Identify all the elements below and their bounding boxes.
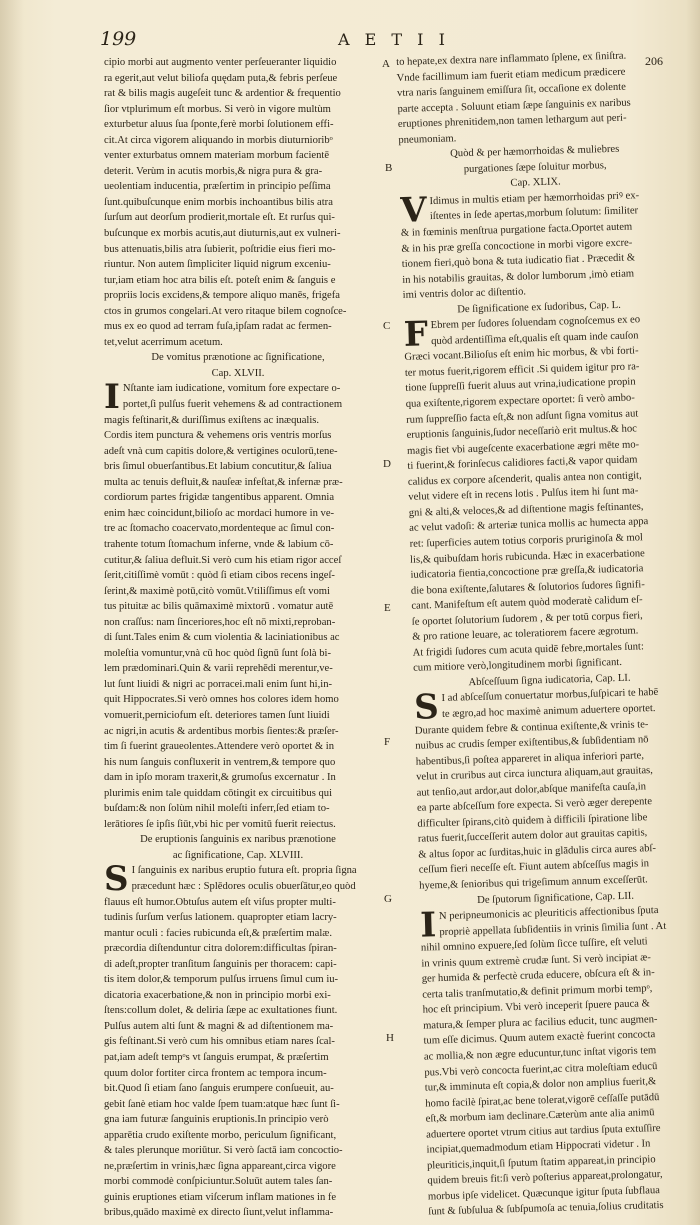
right-column: [396, 47, 700, 1220]
left-paragraph-2-line: tim ſi fuerint graueolentes.Attendere verò oportet & in: [104, 741, 335, 753]
left-paragraph-3-line: præcedunt hæc : Splēdores oculis obuerſātur,eo quòd: [131, 880, 356, 892]
right-paragraph-3-line: cant. Manifeſtum eſt autem quòd moderatè calidum eſ-: [411, 594, 643, 612]
chapter-heading-abscessuum: Abſceſſuum ſigna iudicatoria, Cap. LI.: [468, 672, 631, 689]
left-paragraph-1-line: buſcunque ex morbis acutis,aut diuturnis,aut ex vulneri-: [104, 228, 341, 240]
chapter-number-47: Cap. XLVII.: [211, 367, 265, 379]
right-paragraph-1-line: parte accepta . Soluunt etiam ſæpe ſanguinis ex naribus: [397, 97, 631, 115]
right-paragraph-3-line: iudicatoria fientia,concoctione præ greſſa,& iudicatoria: [410, 563, 644, 581]
right-paragraph-1: [396, 47, 670, 148]
left-paragraph-2-line: di ſunt.Tales enim & cum violentia & laciniationibus ac: [104, 632, 340, 644]
right-paragraph-1-line: pneumoniam.: [398, 133, 457, 146]
right-paragraph-5-line: propriè appellata ſubſidentiis in vrinis ſimilia ſunt . At: [439, 920, 667, 938]
left-paragraph-1-line: ſurſum aut deorſum prodierit,mortale eſt. Et rurſus qui-: [104, 212, 335, 224]
left-paragraph-3-line: tudinis ſurſum verſus lationem. quapropter etiam lacry-: [104, 912, 337, 924]
right-paragraph-3-line: ſe oportet ſolutorium ſudorem , & per totū corpus fieri,: [411, 610, 643, 628]
left-paragraph-1-line: cit.At circa vigorem aliquando in morbis diuturnioribᵒ: [104, 134, 333, 146]
left-paragraph-3-line: & tales plerunque moriūtur. Si verò ſactā iam concoctio-: [104, 1145, 343, 1157]
left-paragraph-3-line: apparētia crudo exiſtente morbo, periculum ſignificant,: [104, 1129, 337, 1141]
page-shadow-left: [0, 0, 24, 1225]
right-paragraph-3-line: ac velut vadoſi: & arteriæ tunica mollis ac humecta appa: [409, 516, 649, 535]
left-paragraph-2-line: lerātiores ſe ipſis ſiūt,vbi hic per vomitū fuerit reiectus.: [104, 818, 336, 830]
right-paragraph-4-line: hyeme,& ſenioribus qui trigeſimum annum exceſſerūt.: [419, 874, 648, 892]
right-paragraph-3-line: velut videre eſt in recens lotis . Pulſus item hi ſunt ma-: [408, 485, 639, 504]
right-paragraph-4-line: difficulter ſpirans,citò quidem à difficili ſpiratione libe: [417, 812, 648, 830]
left-paragraph-1-line: ra egerit,aut velut biliofa quędam puta,& febris perſeue: [104, 72, 338, 84]
left-paragraph-2-line: vomuerit,perniciofum eſt. deteriores tamen ſunt liuidi: [104, 709, 330, 721]
right-paragraph-4-line: ratus fuerit,ſucceſſerit autem dolor aut grauitas capitis,: [417, 827, 648, 846]
left-paragraph-2-line: cordiorum partes frigidæ tangentibus apparent. Omnia: [104, 492, 335, 504]
margin-letter-f: F: [384, 736, 391, 748]
left-paragraph-3-line: I ſanguinis ex naribus eruptio futura eſt. propria ſigna: [131, 865, 357, 877]
left-paragraph-2-line: magis feſtinarit,& duriſſimus exiſtens ac inæqualis.: [104, 414, 320, 426]
left-paragraph-1-line: ſunt.quibuſcunque enim morbis inchoantibus bilis atra: [104, 196, 333, 208]
left-paragraph-1: [104, 55, 372, 350]
left-paragraph-3-line: bit.Quod ſi etiam ſano ſanguis erumpere conſueuit, au-: [104, 1083, 334, 1095]
right-paragraph-1-line: eruptiones phrenitidem,non tamen lethargum aut peri-: [397, 112, 627, 131]
left-paragraph-2-line: enim hæc coincidunt,bilioſo ac mordaci humore in ve-: [104, 507, 335, 519]
right-paragraph-5-line: tur,& imminuta eſt copia,& dolor non amplius fuerit,&: [424, 1076, 657, 1094]
right-paragraph-4-line: ceſſum fieri neceſſe eſt. Fiunt autem abſceſſus magis in: [418, 858, 650, 877]
left-paragraph-3-line: ne,præſertim in vrinis,hæc ſigna appareant,circa vigore: [104, 1160, 336, 1172]
left-paragraph-1-line: ctos in grumos congelari.At vero ritaque bilem cognoſce-: [104, 305, 347, 317]
left-paragraph-2-line: bris ſimul obuerſantibus.Et labium concutitur,& ſaliua: [104, 461, 332, 473]
right-paragraph-3-line: tione ſuppreſſi fuerit aluus aut vrina,iudicatione propin: [405, 376, 636, 395]
left-paragraph-1-line: cipio morbi aut augmento venter perſeueranter liquidio: [104, 57, 337, 68]
left-paragraph-3-line: dicatoria exacerbatione,& non in principio morbi exi-: [104, 989, 331, 1001]
right-paragraph-5-line: aduertere oportet vtrum citius aut tardius ſputa extuſſire: [426, 1122, 661, 1141]
right-paragraph-3-line: gni & alti,& veloces,& ad diſtentione magis feſtinantes,: [408, 501, 644, 519]
right-paragraph-3-line: Græci vocant.Bilioſus eſt enim hic morbus, & vbi forti-: [404, 345, 639, 364]
left-paragraph-2-line: tus pituitæ ac bilis quāmaximè mixtorū . vomatur autē: [104, 601, 334, 613]
left-paragraph-1-line: mus ex eo quod ad terram fuſa,ipſam radat ac fermen-: [104, 321, 332, 333]
left-paragraph-1-line: tur,iam etiam hoc atra bilis eſt. poteſt enim & ſanguis e: [104, 274, 336, 286]
left-paragraph-3-line: quum dolor fortiter circa frontem ac tempora incum-: [104, 1067, 327, 1079]
drop-capital-i2: I: [419, 905, 437, 946]
left-paragraph-3-line: gna iam futuræ ſanguinis eruptionis.In principio verò: [104, 1114, 329, 1126]
left-paragraph-2-line: lem prædominari.Quin & varii reprehēdi merentur,ve-: [104, 663, 333, 675]
right-paragraph-3-line: At frigidi ſudores cum acuta quidē febre,mortales ſunt:: [412, 641, 645, 659]
chapter-heading-purgationes: purgationes ſæpe ſoluitur morbus,: [463, 159, 607, 175]
right-paragraph-5-line: ac mollia,& non ægre educuntur,tunc inſtat vigoris tem: [423, 1045, 657, 1063]
right-paragraph-2-line: tionem fieri,quò bona & tuta iudicatio fiat . Præcedit &: [401, 252, 636, 271]
right-paragraph-3-line: cum mitiore verò,longitudinem morbi ſignificant.: [412, 657, 623, 675]
right-paragraph-3: [403, 312, 685, 677]
left-paragraph-2-line: cutitur,& ſaliua defluit.Si verò cum his etiam rigor acceſ: [104, 554, 342, 566]
left-paragraph-1-line: bus attenuatis,bilis atra ſubierit, poſtridie eius fieri mo-: [104, 243, 336, 255]
chapter-heading-sudoribus: De ſignificatione ex ſudoribus, Cap. L.: [457, 299, 622, 316]
left-paragraph-2-line: trahente totum ſtomachum inferne, vnde & labium cō-: [104, 538, 334, 550]
left-column: [104, 55, 372, 1221]
right-paragraph-4-line: & altus ſopor ac ſurditas,huic in glādulis circa aures abſ-: [418, 842, 657, 861]
left-paragraph-2-line: plurimis enim tale quiddam cōtingit ex circuitibus qui: [104, 787, 333, 799]
right-paragraph-2-line: & in his præ greſſa concoctione in morbi vigore excre-: [401, 237, 633, 255]
left-paragraph-2-line: non craſſus: nam ſinceriores,hoc eſt nō mixti,reproban-: [104, 616, 336, 628]
left-paragraph-2-line: tre ac ſtomacho coacervato,mordenteque ac ſimul con-: [104, 523, 335, 535]
left-paragraph-3: [104, 859, 372, 1221]
right-paragraph-3-line: lis,& quibuſdam horis rubicunda. Hæc in exacerbatione: [409, 547, 645, 566]
left-paragraph-1-line: propriis locis excidens,& tempore aliquo manēs, frigefa: [104, 290, 340, 302]
left-paragraph-1-line: venter exturbatus omnem materiam morbum facientē: [104, 150, 330, 162]
right-paragraph-5-line: eſt,& morbum iam declinare.Cæterùm ante alia animū: [425, 1107, 655, 1125]
right-paragraph-5-line: quidem breuis fit:ſi verò poſterius appareat,prolongatur,: [427, 1169, 663, 1187]
right-paragraph-2-line: Idimus in multis etiam per hæmorrhoidas priꝰ ex-: [429, 190, 640, 208]
left-paragraph-2-line: dam in ipſo moram traxerit,& grumoſus excernatur . In: [104, 772, 336, 784]
left-paragraph-2-line: lut ſunt liuidi & nigri ac porracei.mali enim ſunt hi,in-: [104, 678, 333, 690]
right-paragraph-4-line: nuibus ac crudis ſemper exiſtentibus,& ſubſidentiam nō: [415, 734, 649, 752]
left-paragraph-3-line: ſtens:collum dolet, & deliria ſæpe ac exultationes fiunt.: [104, 1005, 338, 1017]
chapter-number-49: Cap. XLIX.: [510, 176, 561, 190]
left-paragraph-3-line: Pulſus autem alti ſunt & magni & ad diſtentionem ma-: [104, 1020, 334, 1032]
right-paragraph-5-line: morbus ipſe videlicet. Quæcunque igitur ſputa ſubflaua: [427, 1184, 661, 1203]
left-paragraph-3-line: mantur oculi : facies rubicunda eſt,& præſertim malæ.: [104, 927, 332, 939]
right-paragraph-5-line: matura,& ſemper plura ac facilius educit, tunc augmen-: [422, 1013, 658, 1032]
left-paragraph-3-line: bribus,quādo maximè ex directo ſiunt,velut inflamma-: [104, 1207, 334, 1219]
margin-letter-h: H: [386, 1032, 394, 1044]
right-paragraph-5-line: tum eſſe dicimus. Quum autem exactè fuerint concocta: [423, 1029, 656, 1048]
right-paragraph-3-line: eruptionis ſanguinis,ſudor neceſſariò erit multus.& hoc: [406, 423, 638, 441]
right-paragraph-5-line: in vrinis quum extremè crudæ ſunt. Si verò incipiat æ-: [421, 951, 651, 970]
left-paragraph-1-line: deterit. Verùm in acutis morbis,& nigra pura & gra-: [104, 165, 323, 177]
left-paragraph-3-line: præcordia diſtenduntur citra dolorem:difficultas ſpiran-: [104, 943, 337, 955]
right-paragraph-5-line: nihil omnino expuere,ſed ſolùm ſicce tuſſire, eſt veluti: [420, 936, 648, 954]
right-paragraph-4-line: velut in cruribus aut circa iunctura aliquam,aut grauitas,: [416, 765, 654, 783]
right-paragraph-4-line: ea parte abſceſſum fore expecta. Si verò æger derepente: [416, 796, 653, 814]
right-paragraph-5-line: hoc eſt principium. Vbi verò inceperit ſpuere pauca &: [422, 998, 650, 1016]
left-paragraph-3-line: gebit ſanè etiam hoc valde ſpem tuam:atque hæc ſunt ſi-: [104, 1098, 340, 1110]
right-paragraph-4-line: aut tenſio,aut ardor,aut dolor,abſque manifeſta cauſa,in: [416, 781, 647, 799]
margin-letter-g: G: [384, 893, 392, 905]
margin-letter-a: A: [382, 58, 390, 70]
right-paragraph-3-line: ret: ſuperficies autem totius corporis pruriginoſa & mol: [409, 532, 644, 550]
left-paragraph-2-line: multa ac tenuis defluit,& nauſeæ infeſtat,& infernæ præ-: [104, 476, 343, 488]
left-paragraph-1-line: exturbetur aluus ſua ſponte,ferè morbi ſolutionem effi-: [104, 119, 334, 131]
left-paragraph-2-line: adeſt vnà cum capitis dolore,& vertigines oculorū,tene-: [104, 445, 338, 457]
right-paragraph-4-line: Durante quidem febre & continua exiſtente,& vrinis te-: [414, 718, 649, 737]
right-paragraph-5-line: homo facilè ſpirat,ac bene tolerat,vigorē ceſſaſſe putādū: [425, 1091, 660, 1110]
left-paragraph-3-line: guinis eruptiones etiam viſcerum inflam mationes in fe: [104, 1191, 337, 1203]
chapter-heading-haemorrhoidas: Quòd & per hæmorrhoidas & muliebres: [450, 144, 620, 160]
left-paragraph-1-line: tet,velut acerrimum acetum.: [104, 336, 223, 348]
right-paragraph-2-line: iſtentes in ſede apertas,morbum ſolutum: ſimiliter: [429, 205, 639, 223]
left-paragraph-1-line: ueolentiam inducentia, præſertim in principio peſſima: [104, 181, 331, 193]
margin-letter-b: B: [385, 162, 393, 174]
left-paragraph-3-line: tis item dolor,& temporum pulſus irruens ſimul cum iu-: [104, 974, 339, 986]
left-paragraph-2-line: Cordis item punctura & vehemens oris ventris morſus: [104, 430, 332, 442]
left-paragraph-3-line: flauus eſt humor.Obtuſus autem eſt viſus propter multi-: [104, 896, 336, 908]
chapter-heading-vomitus: De vomitus prænotione ac ſignificatione,: [151, 352, 325, 364]
right-paragraph-5-line: certa talis tranſmutatio,& definit primum morbi tempᵒ,: [422, 983, 653, 1001]
right-paragraph-5-line: ger humida & perfectè cruda educere, obſcura eſt & in-: [421, 967, 655, 985]
right-paragraph-1-line: to hepate,ex dextra nare inflammato ſplene, ex ſiniſtra.: [396, 50, 627, 68]
right-paragraph-3-line: qua exiſtente,rigorem expectare oportet: ſi verò ambo-: [405, 392, 635, 410]
right-paragraph-5-line: pus.Vbi verò concocta fuerint,ac citra moleſtiam educū: [424, 1060, 658, 1079]
left-paragraph-2-line: buſdam:& non ſolùm nihil moleſti inferr,ſed etiam to-: [104, 803, 330, 815]
left-paragraph-2-line: quit Hippocrates.Si verò omnes hos colores idem homo: [104, 694, 339, 706]
left-paragraph-1-line: riuntur. Non autem ſimpliciter liquid nigrum exceniu-: [104, 259, 331, 271]
chapter-heading-sputorum: De ſputorum ſignificatione, Cap. LII.: [477, 890, 635, 906]
right-paragraph-2-line: in his notabilis grauitas, & dolor lumborum ,imò etiam: [402, 268, 635, 286]
chapter-heading-sanguinis: De eruptionis ſanguinis ex naribus prænotione: [140, 834, 336, 846]
running-head: A E T I I: [338, 30, 450, 49]
page-number: 199: [100, 28, 137, 50]
left-paragraph-3-line: di adeſt,propter tranſitum ſanguinis per thoracem: capi-: [104, 958, 337, 970]
right-paragraph-4: [414, 685, 692, 895]
margin-letter-d: D: [383, 458, 391, 470]
drop-capital-f: F: [403, 314, 429, 356]
left-paragraph-2: [104, 377, 372, 832]
right-paragraph-4-line: te ægro,ad hoc maximè animum aduertere oportet.: [441, 702, 656, 720]
right-paragraph-5: [420, 902, 700, 1220]
left-paragraph-2-line: Nſtante iam iudicatione, vomitum fore expectare o-: [122, 383, 341, 395]
right-paragraph-3-line: calidus ex corpore aſcenderit, qualis antea non contigit,: [407, 470, 642, 488]
right-paragraph-4-line: habentibus,ſi poſtea appareret in aliqua inferiori parte,: [415, 749, 645, 768]
right-paragraph-3-line: Ebrem per ſudores ſoluendam cognoſcemus ex eo: [430, 314, 641, 332]
left-paragraph-2-line: ac nigri,in acutis & ardentibus morbis ſientes:& præſer-: [104, 725, 339, 737]
margin-letter-c: C: [383, 320, 391, 332]
left-paragraph-2-line: his num ſanguis confluxerit in ventrem,& tempore quo: [104, 756, 336, 768]
right-paragraph-3-line: quòd ardentiſſima eſt,qualis eſt quam inde cauſon: [430, 330, 639, 347]
drop-capital-i: I: [104, 377, 120, 418]
right-paragraph-2: [400, 187, 675, 303]
right-paragraph-3-line: ter motus fuerit,rigorem efficit .Si quidem igitur pro ra-: [404, 361, 640, 379]
drop-capital-s: S: [104, 859, 129, 900]
right-paragraph-3-line: & pro ratione leuare, ac toleratiorem facere ægrotum.: [412, 625, 639, 644]
right-paragraph-2-line: & in fœminis menſtrua purgatione facta.Oportet autem: [400, 221, 633, 239]
right-paragraph-3-line: die bona exiſtente,ſalutares & ſolutorios ſudores ſignifi-: [410, 578, 645, 597]
right-paragraph-1-line: Vnde facillimum iam fuerit etiam medicum prædicere: [396, 66, 626, 84]
left-paragraph-2-line: ſerint,& maximè potū,citò vomūt.Vtiliſſimus eſt vomi: [104, 585, 330, 597]
left-paragraph-1-line: rat & bilis magis augeſeit tunc & ardentior & frequentio: [104, 88, 341, 100]
right-paragraph-3-line: magis fiet vbi augeſcente exacerbatione ægri mēte mo-: [406, 439, 640, 457]
left-paragraph-2-line: portet,ſi pulſus fuerit vehemens & ad contractionem: [122, 399, 343, 411]
left-paragraph-2-line: moleſtia vomuntur,vnà cū hoc quòd ſignū ſunt ſolà bi-: [104, 647, 332, 659]
left-paragraph-2-line: ſerit,citiſſimè vomūt : quòd ſi etiam cibos recens ingeſ-: [104, 570, 335, 582]
drop-capital-s2: S: [413, 687, 440, 729]
right-paragraph-5-line: N peripneumonicis ac pleuriticis affectionibus ſputa: [438, 905, 659, 923]
right-paragraph-3-line: ti fuerint,& forinſecus calidiores facti,& vapor quidam: [407, 454, 638, 473]
right-paragraph-5-line: ſunt & ſubſulua & ſubſpumoſa ac tenuia,ſolius cruditatis: [428, 1200, 664, 1219]
left-paragraph-1-line: ſior vtplurimum eſt morbus. Si verò in vigore multùm: [104, 103, 331, 115]
margin-letter-e: E: [384, 602, 391, 614]
right-paragraph-5-line: incipiat,quemadmodum etiam Hippocrati videtur . In: [426, 1138, 651, 1156]
right-paragraph-1-line: vtra naris ſanguinem emiſſura ſit, occaſione ex dolente: [396, 81, 627, 100]
right-page-number: 206: [645, 54, 663, 68]
chapter-number-48: ac ſignificatione, Cap. XLVIII.: [172, 849, 304, 861]
right-paragraph-3-line: rum ſuppreſſio facta eſt,& non adſunt ſigna vomitus aut: [406, 407, 639, 426]
right-paragraph-2-line: imi ventris dolor ac diſtentio.: [402, 286, 527, 302]
left-paragraph-3-line: gis feſtinant.Si verò cum his omnibus etiam nares ſcal-: [104, 1036, 335, 1048]
drop-capital-v: V: [399, 190, 428, 231]
right-paragraph-4-line: I ad abſceſſum conuertatur morbus,ſuſpicari te habē: [441, 687, 659, 705]
left-paragraph-3-line: pat,iam adeſt tempᵒs vt ſanguis erumpat, & præſertim: [104, 1052, 329, 1063]
right-paragraph-5-line: pleuriticis,inquit,ſi ſputum ſtatim appareat,in principio: [426, 1154, 656, 1172]
left-paragraph-3-line: morbi commodè conſpiciuntur.Soluūt autem tales ſan-: [104, 1176, 333, 1188]
